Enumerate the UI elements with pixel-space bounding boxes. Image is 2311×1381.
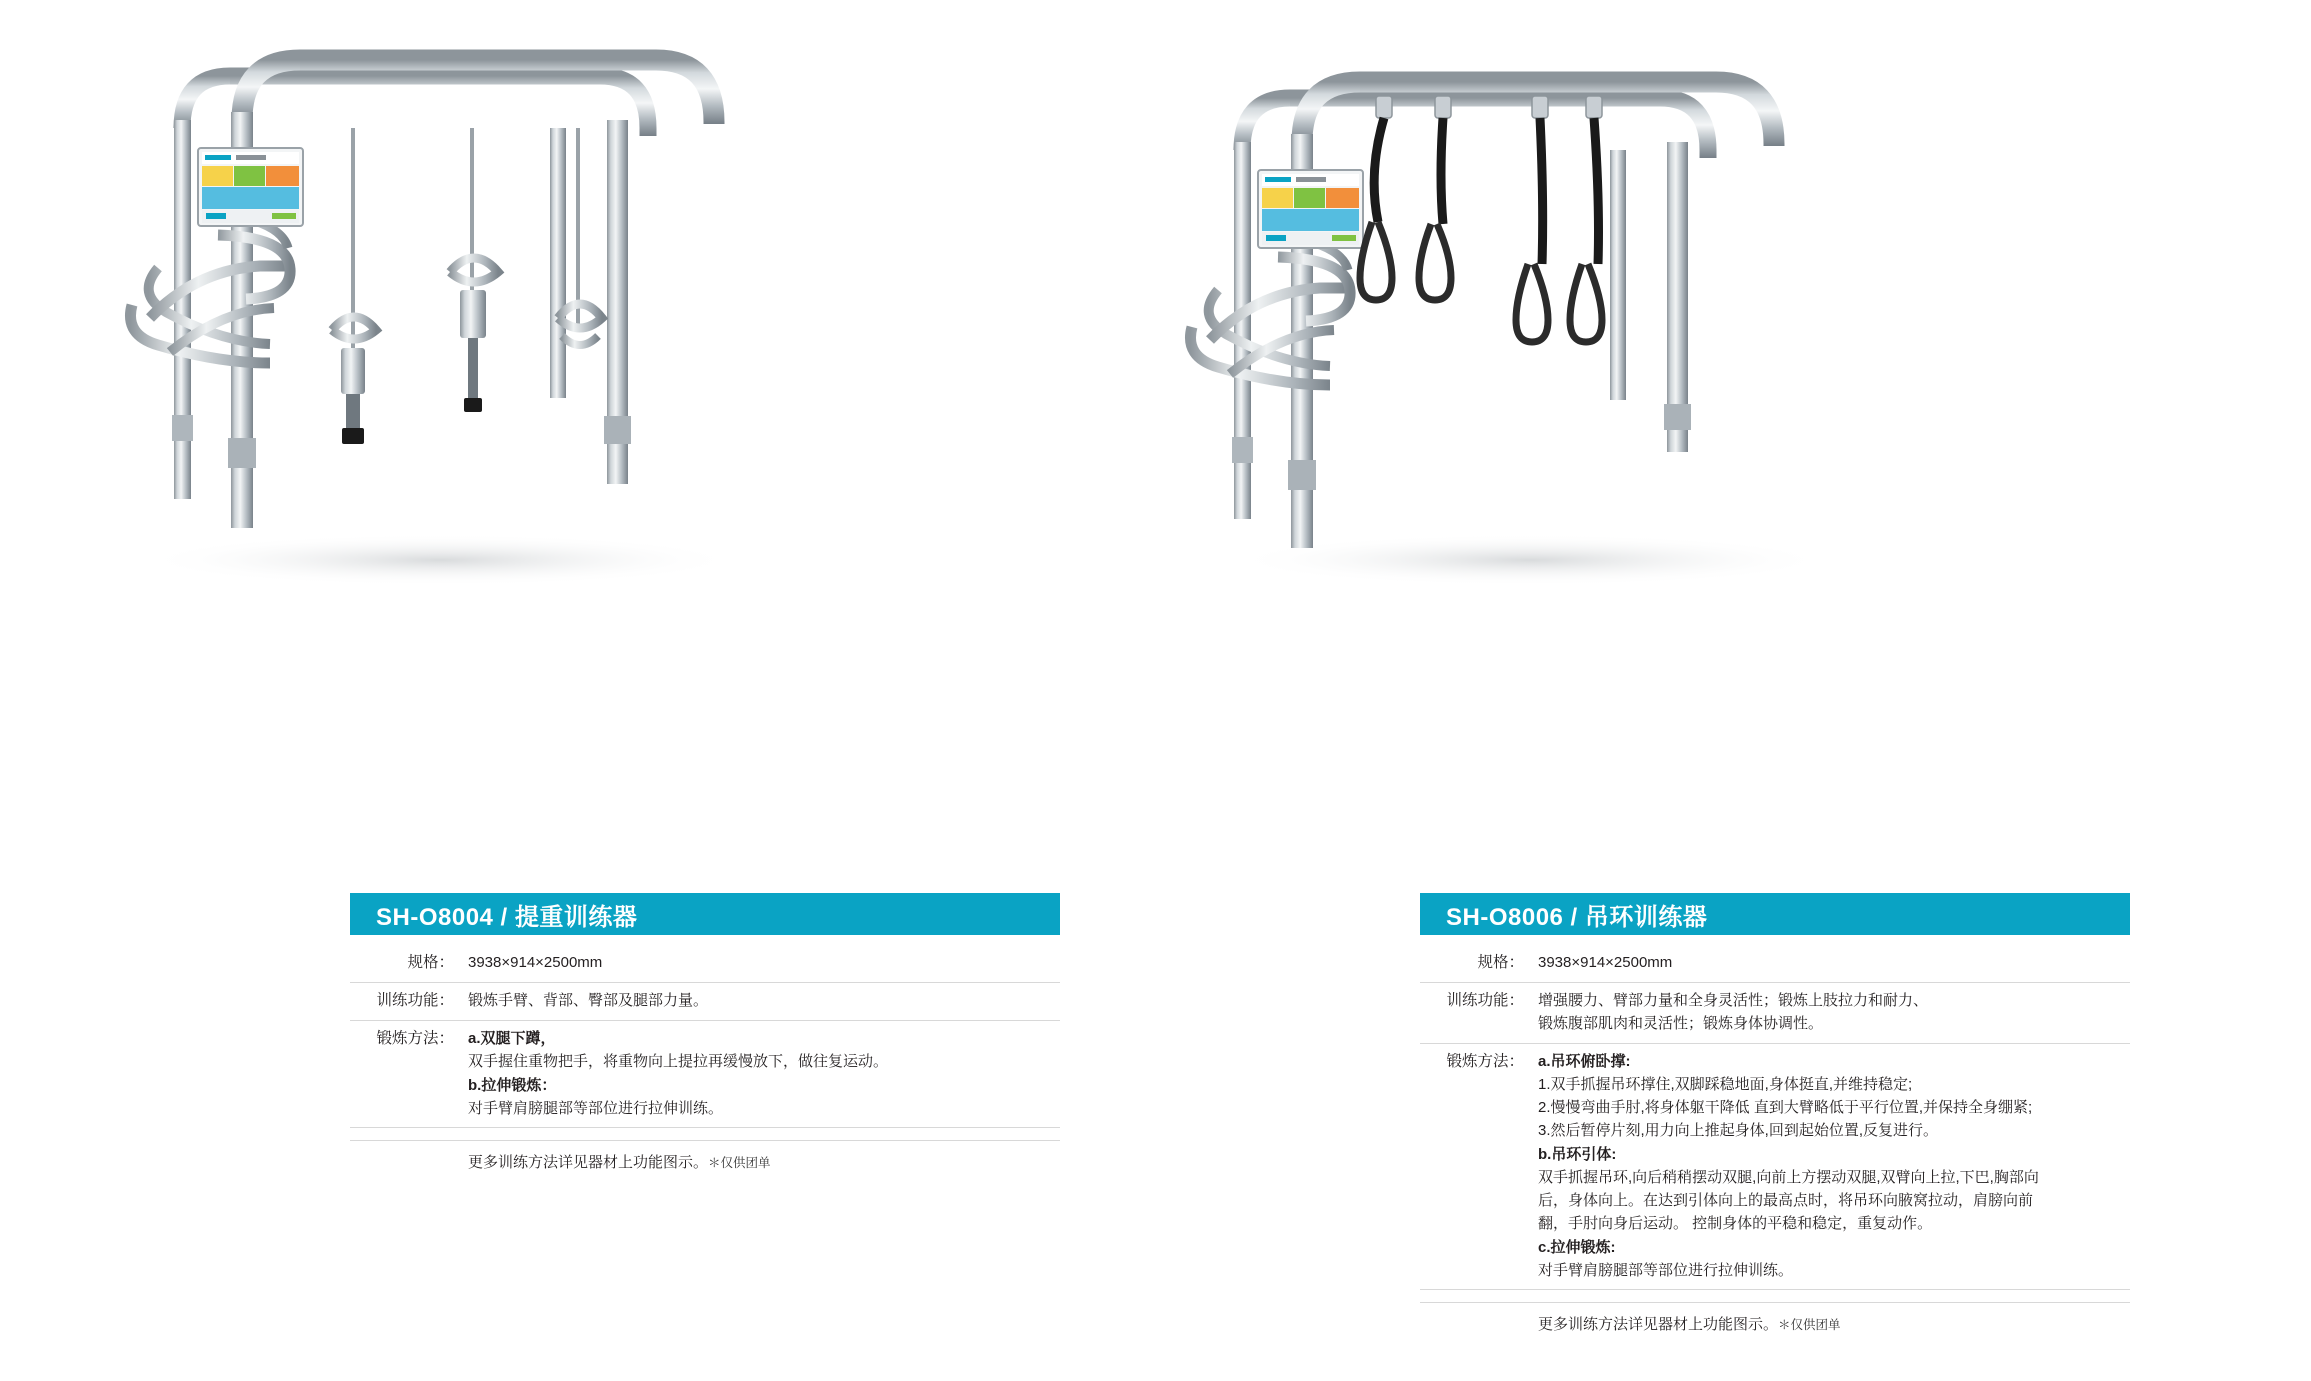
instruction-plaque-icon [1258,170,1363,248]
method-line: a.双腿下蹲， [468,1030,556,1048]
footnote-left [468,1140,1060,1174]
footnote-mark: ＊仅供团单 [708,1156,771,1171]
footnote-text: 更多训练方法详见器材上功能图示。 [1538,1316,1779,1334]
method-line: 双手握住重物把手，将重物向上提拉再缓慢放下，做往复运动。 [468,1053,889,1071]
product-title-bar-right [1420,893,2130,935]
gymnastic-ring-icon [1360,222,1392,300]
instruction-plaque-icon [198,148,303,226]
footnote-text: 更多训练方法详见器材上功能图示。 [468,1154,709,1172]
method-line: a.吊环俯卧撑: [1538,1052,1631,1070]
method-line: 对手臂肩膀腿部等部位进行拉伸训练。 [468,1099,724,1117]
method-line: 后，身体向上。在达到引体向上的最高点时，将吊环向腋窝拉动，肩膀向前 [1538,1192,2034,1210]
suspension-strap-icon [1516,96,1548,342]
spec-row-size [350,945,1060,983]
suspension-strap-icon [1419,96,1451,300]
spec-row-method [1420,1044,2130,1291]
method-line: 1.双手抓握吊环撑住,双脚踩稳地面,身体挺直,并维持稳定; [1538,1075,1913,1093]
product-title-left: SH-O8004 / 提重训练器 [376,903,638,931]
product-title-bar-left [350,893,1060,935]
footnote-right [1538,1302,2130,1336]
spec-label-method: 锻炼方法： [1446,1052,1524,1070]
footnote-mark: ＊仅供团单 [1778,1318,1841,1333]
spec-row-size [1420,945,2130,983]
product-card-right [1180,0,2280,1381]
spec-value-size: 3938×914×2500mm [468,954,603,971]
spec-label-size: 规格： [1477,954,1524,971]
function-line: 锻炼腹部肌肉和灵活性；锻炼身体协调性。 [1538,1015,1824,1033]
spec-label-function: 训练功能： [376,992,454,1010]
product-specs-right [1420,945,2130,1336]
spec-row-method [350,1021,1060,1128]
footnote-row-left [350,1130,1060,1174]
footnote-row-right [1420,1292,2130,1336]
spec-label-method: 锻炼方法： [376,1030,454,1048]
suspension-strap-icon [1360,96,1392,300]
spec-value-size: 3938×914×2500mm [1538,954,1673,971]
spec-label-size: 规格： [407,954,454,971]
product-card-left [110,0,1210,1381]
method-line: 对手臂肩膀腿部等部位进行拉伸训练。 [1538,1261,1794,1279]
spec-row-function [350,983,1060,1021]
spec-value-method [468,1027,1060,1120]
gymnastic-ring-icon [1516,264,1548,342]
footnote-spacer [1420,1302,1538,1303]
product-specs-left [350,945,1060,1174]
suspension-strap-icon [1570,96,1602,342]
spec-value-method [1538,1050,2130,1283]
product-illustration-left [110,0,1170,830]
gym-frame-icon [110,0,1170,830]
method-line: b.拉伸锻炼： [468,1076,557,1094]
footnote-spacer [350,1140,468,1141]
method-line: 翻，手肘向身后运动。 控制身体的平稳和稳定，重复动作。 [1538,1215,1933,1233]
gym-frame-icon [1180,0,2240,830]
spec-value-function [1538,989,2130,1036]
method-line: 2.慢慢弯曲手肘,将身体躯干降低 直到大臂略低于平行位置,并保持全身绷紧; [1538,1099,2033,1117]
product-title-right: SH-O8006 / 吊环训练器 [1446,903,1708,931]
function-line: 增强腰力、臂部力量和全身灵活性；锻炼上肢拉力和耐力、 [1538,992,1929,1010]
method-line: c.拉伸锻炼: [1538,1238,1616,1256]
spec-label-function: 训练功能： [1446,992,1524,1010]
method-line: 双手抓握吊环,向后稍稍摆动双腿,向前上方摆动双腿,双臂向上拉,下巴,胸部向 [1538,1168,2039,1186]
product-illustration-right [1180,0,2240,830]
gymnastic-ring-icon [1570,264,1602,342]
function-line: 锻炼手臂、背部、臀部及腿部力量。 [468,992,709,1010]
method-line: 3.然后暂停片刻,用力向上推起身体,回到起始位置,反复进行。 [1538,1122,1939,1140]
gymnastic-ring-icon [1419,224,1451,300]
method-line: b.吊环引体: [1538,1145,1617,1163]
spec-row-function [1420,983,2130,1044]
spec-value-function [468,989,1060,1013]
